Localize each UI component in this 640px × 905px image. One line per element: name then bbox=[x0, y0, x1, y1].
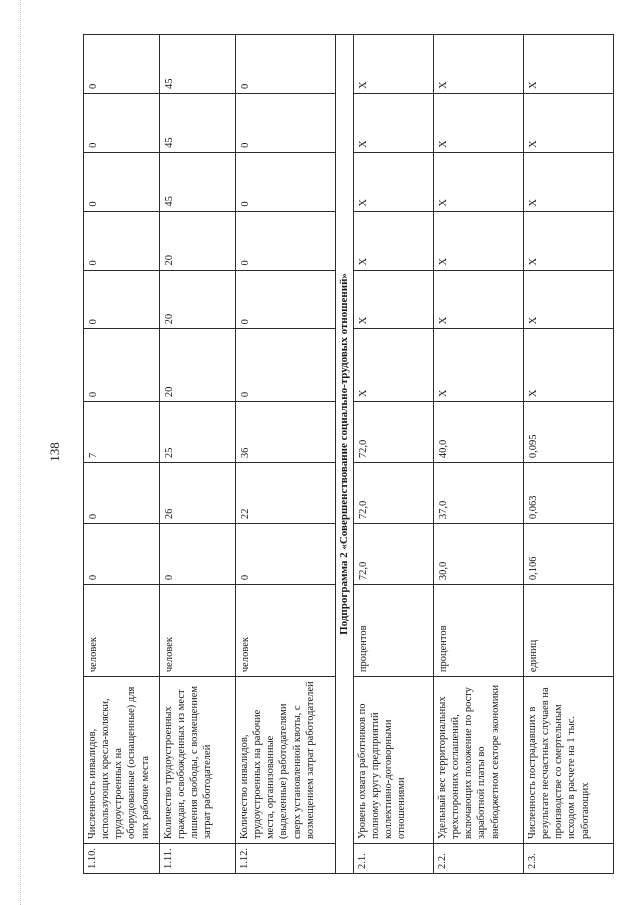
value-cell: 0 bbox=[84, 463, 160, 524]
value-cell: 0,063 bbox=[524, 463, 614, 524]
unit-cell: человек bbox=[160, 585, 236, 677]
table-row bbox=[160, 35, 236, 874]
value-cell: X bbox=[524, 93, 614, 152]
value-cell: 45 bbox=[160, 152, 236, 211]
value-cell: X bbox=[354, 329, 434, 402]
value-cell: 20 bbox=[160, 270, 236, 329]
table-row bbox=[524, 35, 614, 874]
value-cell: 0 bbox=[160, 524, 236, 585]
value-cell: 37,0 bbox=[434, 463, 524, 524]
value-cell: 0,106 bbox=[524, 524, 614, 585]
value-cell: X bbox=[434, 152, 524, 211]
page-number: 138 bbox=[47, 442, 62, 462]
value-cell: 30,0 bbox=[434, 524, 524, 585]
value-cell: 0 bbox=[84, 329, 160, 402]
value-cell: 40,0 bbox=[434, 402, 524, 463]
value-cell: 36 bbox=[236, 402, 336, 463]
value-cell: 0 bbox=[236, 211, 336, 270]
rotated-table-wrapper bbox=[83, 34, 613, 874]
value-cell: X bbox=[354, 35, 434, 94]
unit-cell: человек bbox=[84, 585, 160, 677]
indicator-name: Численность инвалидов, использующих кресла-коляски, трудоустроенных на оборудованные (оснащенные) для них рабочие места bbox=[84, 677, 160, 844]
value-cell: 72,0 bbox=[354, 463, 434, 524]
value-cell: 0 bbox=[236, 152, 336, 211]
value-cell: 45 bbox=[160, 35, 236, 94]
value-cell: X bbox=[434, 329, 524, 402]
value-cell: X bbox=[524, 211, 614, 270]
row-number: 1.10. bbox=[84, 844, 160, 874]
value-cell: 22 bbox=[236, 463, 336, 524]
row-number: 1.11. bbox=[160, 844, 236, 874]
value-cell: 20 bbox=[160, 329, 236, 402]
value-cell: X bbox=[524, 329, 614, 402]
value-cell: 45 bbox=[160, 93, 236, 152]
table-row bbox=[434, 35, 524, 874]
value-cell: 0 bbox=[84, 524, 160, 585]
value-cell: 72,0 bbox=[354, 524, 434, 585]
value-cell: 0 bbox=[236, 329, 336, 402]
scan-edge-line bbox=[20, 0, 22, 905]
value-cell: 7 bbox=[84, 402, 160, 463]
unit-cell: единиц bbox=[524, 585, 614, 677]
value-cell: X bbox=[434, 270, 524, 329]
table-body-program-1 bbox=[84, 35, 614, 874]
value-cell: 20 bbox=[160, 211, 236, 270]
indicator-name: Численность пострадавших в результате несчастных случаев на производстве со смертельным исходом в расчете на 1 тыс. работающих bbox=[524, 677, 614, 844]
unit-cell: человек bbox=[236, 585, 336, 677]
value-cell: X bbox=[354, 93, 434, 152]
value-cell: X bbox=[354, 211, 434, 270]
value-cell: 0,095 bbox=[524, 402, 614, 463]
value-cell: X bbox=[434, 93, 524, 152]
row-number: 2.1. bbox=[354, 844, 434, 874]
value-cell: X bbox=[524, 270, 614, 329]
value-cell: X bbox=[434, 35, 524, 94]
value-cell: 0 bbox=[236, 270, 336, 329]
table-row bbox=[354, 35, 434, 874]
table-row bbox=[236, 35, 336, 874]
indicator-name: Количество трудоустроенных граждан, освобожденных из мест лишения свободы, с возмещением затрат работодателей bbox=[160, 677, 236, 844]
indicators-table bbox=[83, 34, 614, 874]
row-number: 2.3. bbox=[524, 844, 614, 874]
value-cell: 0 bbox=[84, 35, 160, 94]
row-number: 2.2. bbox=[434, 844, 524, 874]
table-row bbox=[84, 35, 160, 874]
subprogram-title: Подпрограмма 2 «Совершенствование социально-трудовых отношений» bbox=[336, 35, 354, 874]
row-number: 1.12. bbox=[236, 844, 336, 874]
value-cell: 0 bbox=[236, 524, 336, 585]
value-cell: X bbox=[354, 152, 434, 211]
value-cell: 0 bbox=[84, 152, 160, 211]
value-cell: 0 bbox=[84, 93, 160, 152]
value-cell: 25 bbox=[160, 402, 236, 463]
indicator-name: Количество инвалидов, трудоустроенных на рабочие места, организованные (выделенные) работодателями сверх установленной квоты, с возмещением затрат работодателей bbox=[236, 677, 336, 844]
unit-cell: процентов bbox=[354, 585, 434, 677]
indicator-name: Уровень охвата работников по полному кругу предприятий коллективно-договорными отношениями bbox=[354, 677, 434, 844]
indicator-name: Удельный вес территориальных трехсторонних соглашений, включающих положение по росту заработной платы во внебюджетном секторе экономики bbox=[434, 677, 524, 844]
value-cell: 0 bbox=[236, 93, 336, 152]
value-cell: X bbox=[434, 211, 524, 270]
value-cell: 0 bbox=[84, 270, 160, 329]
value-cell: X bbox=[354, 270, 434, 329]
value-cell: 0 bbox=[236, 35, 336, 94]
subprogram-header-row bbox=[336, 35, 354, 874]
value-cell: 0 bbox=[84, 211, 160, 270]
value-cell: X bbox=[524, 35, 614, 94]
value-cell: 26 bbox=[160, 463, 236, 524]
unit-cell: процентов bbox=[434, 585, 524, 677]
value-cell: X bbox=[524, 152, 614, 211]
value-cell: 72,0 bbox=[354, 402, 434, 463]
